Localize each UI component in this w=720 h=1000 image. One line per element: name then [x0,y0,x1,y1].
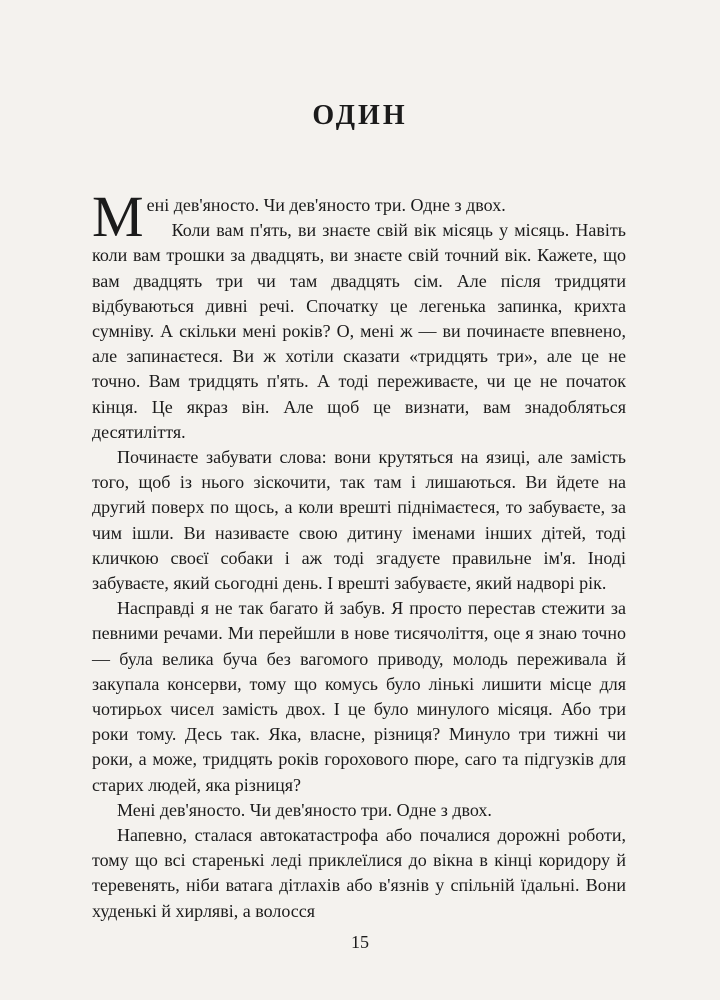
paragraph-1-text: ені дев'яносто. Чи дев'яносто три. Одне з двох. [146,195,506,215]
paragraph-5: Мені дев'яносто. Чи дев'яносто три. Одне з двох. [117,799,492,820]
paragraph-6: Напевно, сталася автокатастрофа або почалися дорожні роботи, тому що всі старенькі леді приклеїлися до вікна в кінці коридору й теревенять, ніби ватага дітлахів або в'язнів у спільній їдальні. Вони худенькі й хирляві, а волосся [92,825,626,921]
paragraph-1 [92,184,626,249]
paragraph-3: Починаєте забувати слова: вони крутяться на язиці, але замість того, щоб із нього зіскочити, так там і лишаються. Ви йдете на другий поверх по щось, а коли врешті піднімаєтеся, то забуваєте, за чим ішли. Ви називаєте свою дитину іменами інших дітей, тоді кличкою своєї собаки і аж тоді згадуєте правильне ім'я. Іноді забуваєте, який сьогодні день. І врешті забуваєте, який надворі рік. [92,447,626,594]
paragraph-2: Коли вам п'ять, ви знаєте свій вік місяць у місяць. Навіть коли вам трошки за двадцять, ви знаєте свій точний вік. Кажете, що вам двадцять три чи там двадцять сім. Але після тридцяти відбуваються дивні речі. Спочатку це легенька запинка, крихта сумніву. А скільки мені років? О, мені ж — ви починаєте впевнено, але запинаєтеся. Ви ж хотіли сказати «тридцять три», але це не точно. Вам тридцять п'ять. А тоді переживаєте, чи це не початок кінця. Це якраз він. Але щоб це визнати, вам знадобляться десятиліття. [92,220,626,442]
body-text [92,184,626,924]
chapter-title: ОДИН [312,100,408,131]
drop-cap: М [92,184,144,249]
paragraph-4: Насправді я не так багато й забув. Я просто перестав стежити за певними речами. Ми перейшли в нове тисячоліття, оце я знаю точно — була велика буча без вагомого приводу, молодь переживала й закупала консерви, тому що комусь було лінькі лишити місце для чотирьох чисел замість двох. І це було минулого місяця. Або три роки тому. Десь так. Яка, власне, різниця? Минуло три тижні чи роки, а може, тридцять років горохового пюре, саго та підгузків для старих людей, яка різниця? [92,598,626,795]
page-number: 15 [351,932,369,952]
